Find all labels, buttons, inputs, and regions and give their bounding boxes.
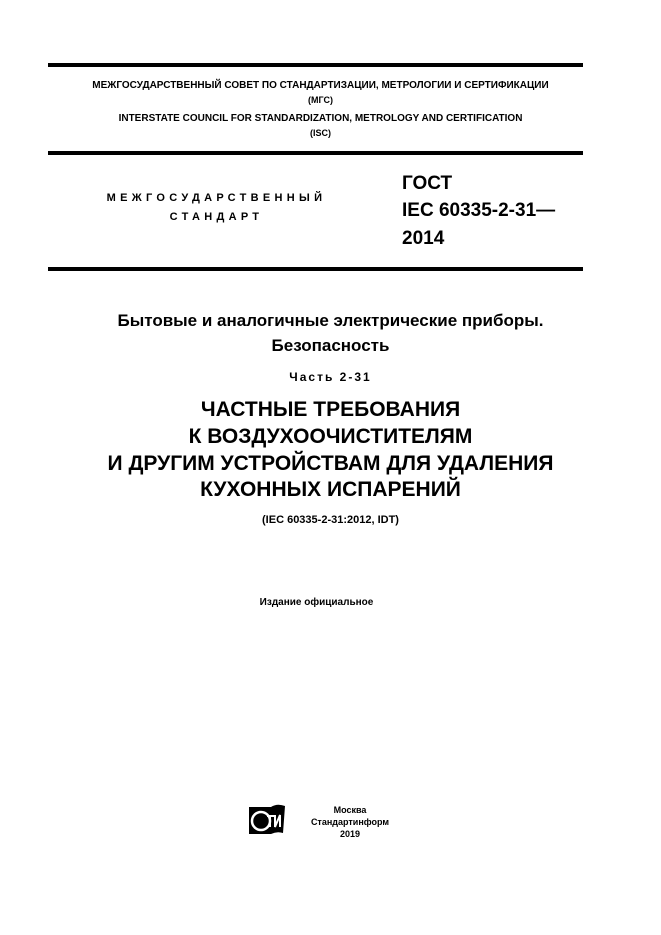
standard-type-line1: МЕЖГОСУДАРСТВЕННЫЙ [106, 192, 327, 204]
standard-type-line2: СТАНДАРТ [169, 211, 264, 223]
edition-label: Издание официальное [259, 597, 374, 608]
subtitle-line3: И ДРУГИМ УСТРОЙСТВАМ ДЛЯ УДАЛЕНИЯ [107, 452, 554, 475]
publisher-city: Москва [333, 805, 367, 815]
subtitle-line1: ЧАСТНЫЕ ТРЕБОВАНИЯ [200, 398, 461, 421]
middle-rule [48, 151, 583, 155]
subtitle-line2: К ВОЗДУХООЧИСТИТЕЛЯМ [188, 425, 473, 448]
council-ru: МЕЖГОСУДАРСТВЕННЫЙ СОВЕТ ПО СТАНДАРТИЗАЦИИ, МЕТРОЛОГИИ И СЕРТИФИКАЦИИ [92, 80, 549, 91]
council-en: INTERSTATE COUNCIL FOR STANDARDIZATION, METROLOGY AND CERTIFICATION [118, 113, 523, 124]
top-rule [48, 63, 583, 67]
publisher-year: 2019 [339, 829, 361, 839]
designation-line1: ГОСТ [402, 173, 453, 194]
title-line2: Безопасность [271, 336, 390, 355]
publisher-name: Стандартинформ [310, 817, 390, 827]
bottom-rule [48, 267, 583, 271]
equivalence: (IEC 60335-2-31:2012, IDT) [262, 514, 399, 526]
title-line1: Бытовые и аналогичные электрические приборы. [117, 311, 544, 330]
subtitle-line4: КУХОННЫХ ИСПАРЕНИЙ [200, 478, 461, 501]
council-en-abbr: (ISC) [310, 128, 331, 138]
council-ru-abbr: (МГС) [308, 95, 333, 105]
designation-line2: IEC 60335-2-31— [402, 200, 556, 221]
part-number: Часть 2-31 [289, 370, 372, 384]
designation-line3: 2014 [402, 228, 445, 249]
publisher-logo [247, 803, 287, 837]
